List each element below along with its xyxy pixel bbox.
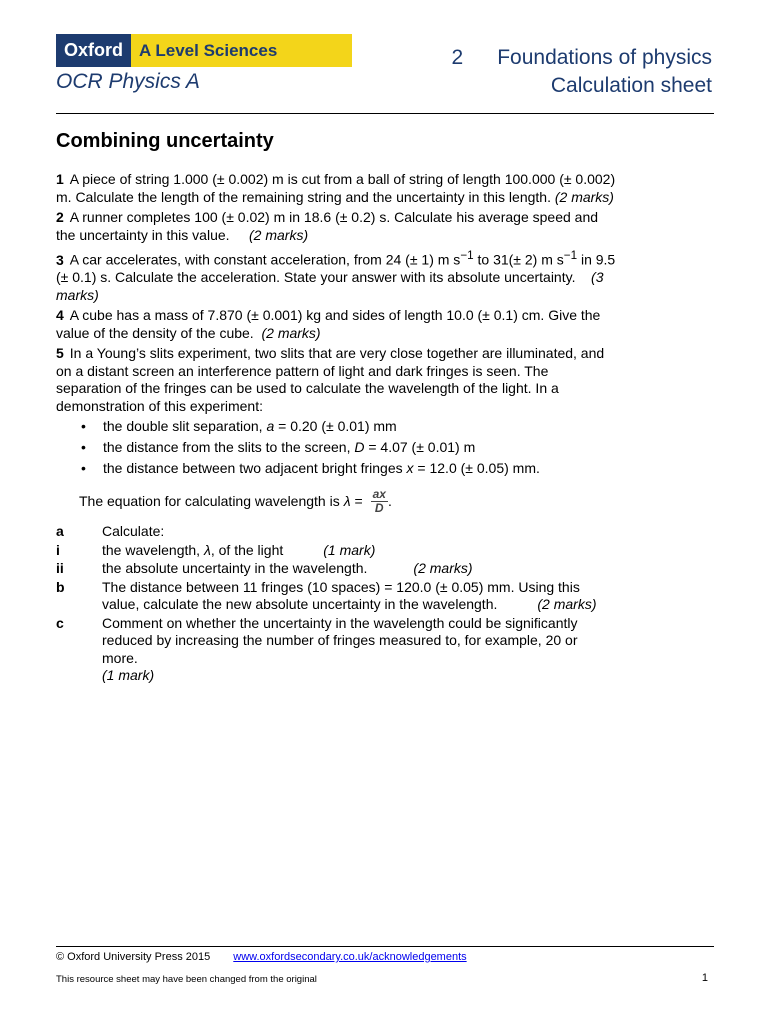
- chapter-heading: [452, 44, 712, 100]
- chapter-title: Foundations of physics: [497, 46, 712, 69]
- question-number: 3: [56, 251, 64, 268]
- part-a: [56, 523, 616, 541]
- footer-note: This resource sheet may have been changed from the original: [56, 974, 317, 985]
- logo-oxford-text: Oxford: [56, 34, 131, 67]
- question-2: [56, 209, 616, 244]
- question-text: to 31(± 2) m s: [473, 251, 564, 268]
- part-label: ii: [56, 560, 64, 577]
- part-label: c: [56, 614, 64, 631]
- question-number: 2: [56, 209, 64, 225]
- bullet-icon: •: [81, 460, 86, 477]
- variable: λ: [203, 541, 211, 558]
- question-marks: (1 mark): [323, 541, 376, 558]
- bullet-item: [81, 418, 616, 436]
- oxford-logo: [56, 34, 352, 67]
- part-label: a: [56, 523, 64, 540]
- sheet-type: Calculation sheet: [550, 74, 712, 97]
- question-marks: (2 marks): [249, 226, 309, 243]
- bullet-text: = 12.0 (± 0.05) mm.: [413, 460, 540, 477]
- page-number: 1: [701, 972, 708, 984]
- bullet-icon: •: [81, 418, 86, 435]
- question-number: 1: [56, 171, 64, 187]
- bullet-item: [81, 439, 616, 457]
- question-marks: (2 marks): [554, 188, 614, 205]
- footer-copyright-line: [56, 951, 467, 963]
- question-text: A car accelerates, with constant acceleration, from 24 (± 1) m s: [69, 251, 461, 268]
- question-3: [56, 247, 616, 304]
- lambda-symbol: λ: [343, 492, 351, 509]
- fraction-numerator: ax: [372, 487, 386, 502]
- question-number: 4: [56, 307, 64, 324]
- question-text: A cube has a mass of 7.870 (± 0.001) kg and sides of length 10.0 (± 0.1) cm. Give the value of the density of the cube.: [56, 307, 601, 341]
- bullet-text: = 4.07 (± 0.01) m: [364, 439, 476, 456]
- question-5: [56, 345, 616, 415]
- question-text: In a Young’s slits experiment, two slits that are very close together are illuminated, and on a distant screen an interference pattern of light and dark fringes is seen. The separation of the fringes can be used to calculate the wavelength of the light. In a demonstration of this experiment:: [56, 345, 605, 414]
- question-4: [56, 307, 616, 342]
- chapter-number: 2: [451, 46, 464, 69]
- fraction-denominator: D: [374, 501, 384, 516]
- wavelength-equation: [79, 488, 616, 515]
- part-text: the wavelength,: [102, 541, 204, 558]
- bullet-item: [81, 460, 616, 478]
- fraction: [371, 488, 388, 515]
- part-text: , of the light: [210, 541, 284, 558]
- question-marks: (2 marks): [413, 560, 473, 577]
- part-text: the absolute uncertainty in the wavelength.: [102, 560, 368, 577]
- superscript: −1: [460, 249, 474, 262]
- logo-series-text: A Level Sciences: [131, 34, 352, 67]
- part-a-i: [56, 542, 616, 560]
- part-label: i: [56, 541, 60, 558]
- question-number: 5: [56, 345, 64, 362]
- question-text: A piece of string 1.000 (± 0.002) m is cut from a ball of string of length 100.000 (± 0.002) m. Calculate the length of the remaining string and the uncertainty in this length.: [56, 171, 616, 205]
- question-marks: (1 mark): [102, 667, 155, 684]
- question-text: in 9.5 (± 0.1) s. Calculate the acceleration. State your answer with its absolute uncertainty.: [56, 251, 616, 286]
- acknowledgements-link[interactable]: www.oxfordsecondary.co.uk/acknowledgements: [233, 951, 467, 963]
- header-divider: [56, 113, 714, 114]
- part-a-ii: [56, 560, 616, 578]
- footer-divider: [56, 946, 714, 947]
- questions-body: [56, 171, 616, 686]
- variable: D: [354, 439, 365, 456]
- equation-end: .: [387, 492, 392, 509]
- part-text: The distance between 11 fringes (10 spaces) = 120.0 (± 0.05) mm. Using this value, calculate the new absolute uncertainty in the wavelength.: [102, 578, 580, 613]
- question-text: A runner completes 100 (± 0.02) m in 18.6 (± 0.2) s. Calculate his average speed and the uncertainty in this value.: [56, 209, 599, 243]
- copyright-text: © Oxford University Press 2015: [56, 951, 211, 963]
- part-text: Comment on whether the uncertainty in the wavelength could be significantly reduced by increasing the number of fringes measured to, for example, 20 or more.: [102, 614, 578, 666]
- question-marks: (3 marks): [56, 269, 604, 303]
- part-c: [56, 615, 616, 685]
- superscript: −1: [563, 249, 578, 262]
- page-title: Combining uncertainty: [56, 130, 274, 152]
- bullet-text: the distance from the slits to the screen,: [103, 439, 355, 456]
- question-1: [56, 171, 616, 206]
- bullet-icon: •: [81, 439, 86, 456]
- part-text: Calculate:: [102, 523, 165, 540]
- question-marks: (2 marks): [537, 596, 597, 613]
- variable: a: [266, 418, 275, 435]
- bullet-text: = 0.20 (± 0.01) mm: [274, 418, 397, 435]
- equation-text: The equation for calculating wavelength is: [79, 492, 340, 509]
- equals-sign: =: [350, 492, 367, 509]
- variable: x: [406, 460, 414, 477]
- part-label: b: [56, 578, 65, 595]
- part-b: [56, 579, 616, 614]
- question-marks: (2 marks): [261, 324, 321, 341]
- subject-title: OCR Physics A: [56, 70, 200, 93]
- bullet-text: the double slit separation,: [103, 418, 267, 435]
- bullet-text: the distance between two adjacent bright fringes: [103, 460, 407, 477]
